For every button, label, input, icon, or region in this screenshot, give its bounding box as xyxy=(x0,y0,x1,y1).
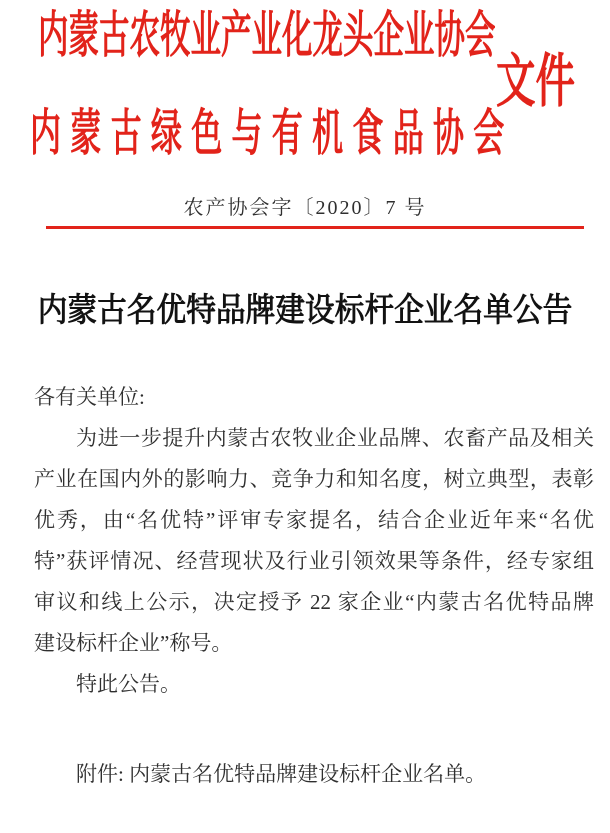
letterhead-org-line-2: 内蒙古绿色与有机食品协会 xyxy=(30,105,514,161)
closing-line: 特此公告。 xyxy=(76,672,181,696)
salutation-line: 各有关单位: xyxy=(34,385,145,409)
body-line: 产业在国内外的影响力、竞争力和知名度，树立典型，表彰 xyxy=(34,467,594,491)
document-title-text: 内蒙古名优特品牌建设标杆企业名单公告 xyxy=(37,293,573,329)
body-line: 优秀，由“名优特”评审专家提名，结合企业近年来“名优 xyxy=(34,508,594,532)
body-line: 为进一步提升内蒙古农牧业企业品牌、农畜产品及相关 xyxy=(76,426,594,450)
document-body xyxy=(34,377,594,795)
body-line: 建设标杆企业”称号。 xyxy=(34,631,233,655)
document-title xyxy=(0,284,610,331)
letterhead-org-line-1: 内蒙古农牧业产业化龙头企业协会 xyxy=(38,7,496,63)
letterhead-doc-type-label: 文件 xyxy=(496,49,575,114)
attachment-line: 附件: 内蒙古名优特品牌建设标杆企业名单。 xyxy=(76,762,487,786)
red-divider-rule xyxy=(46,226,584,229)
body-line: 特”获评情况、经营现状及行业引领效果等条件，经专家组 xyxy=(34,549,594,573)
document-number: 农产协会字〔2020〕7 号 xyxy=(183,197,427,219)
body-line: 审议和线上公示，决定授予 22 家企业“内蒙古名优特品牌 xyxy=(34,590,594,614)
